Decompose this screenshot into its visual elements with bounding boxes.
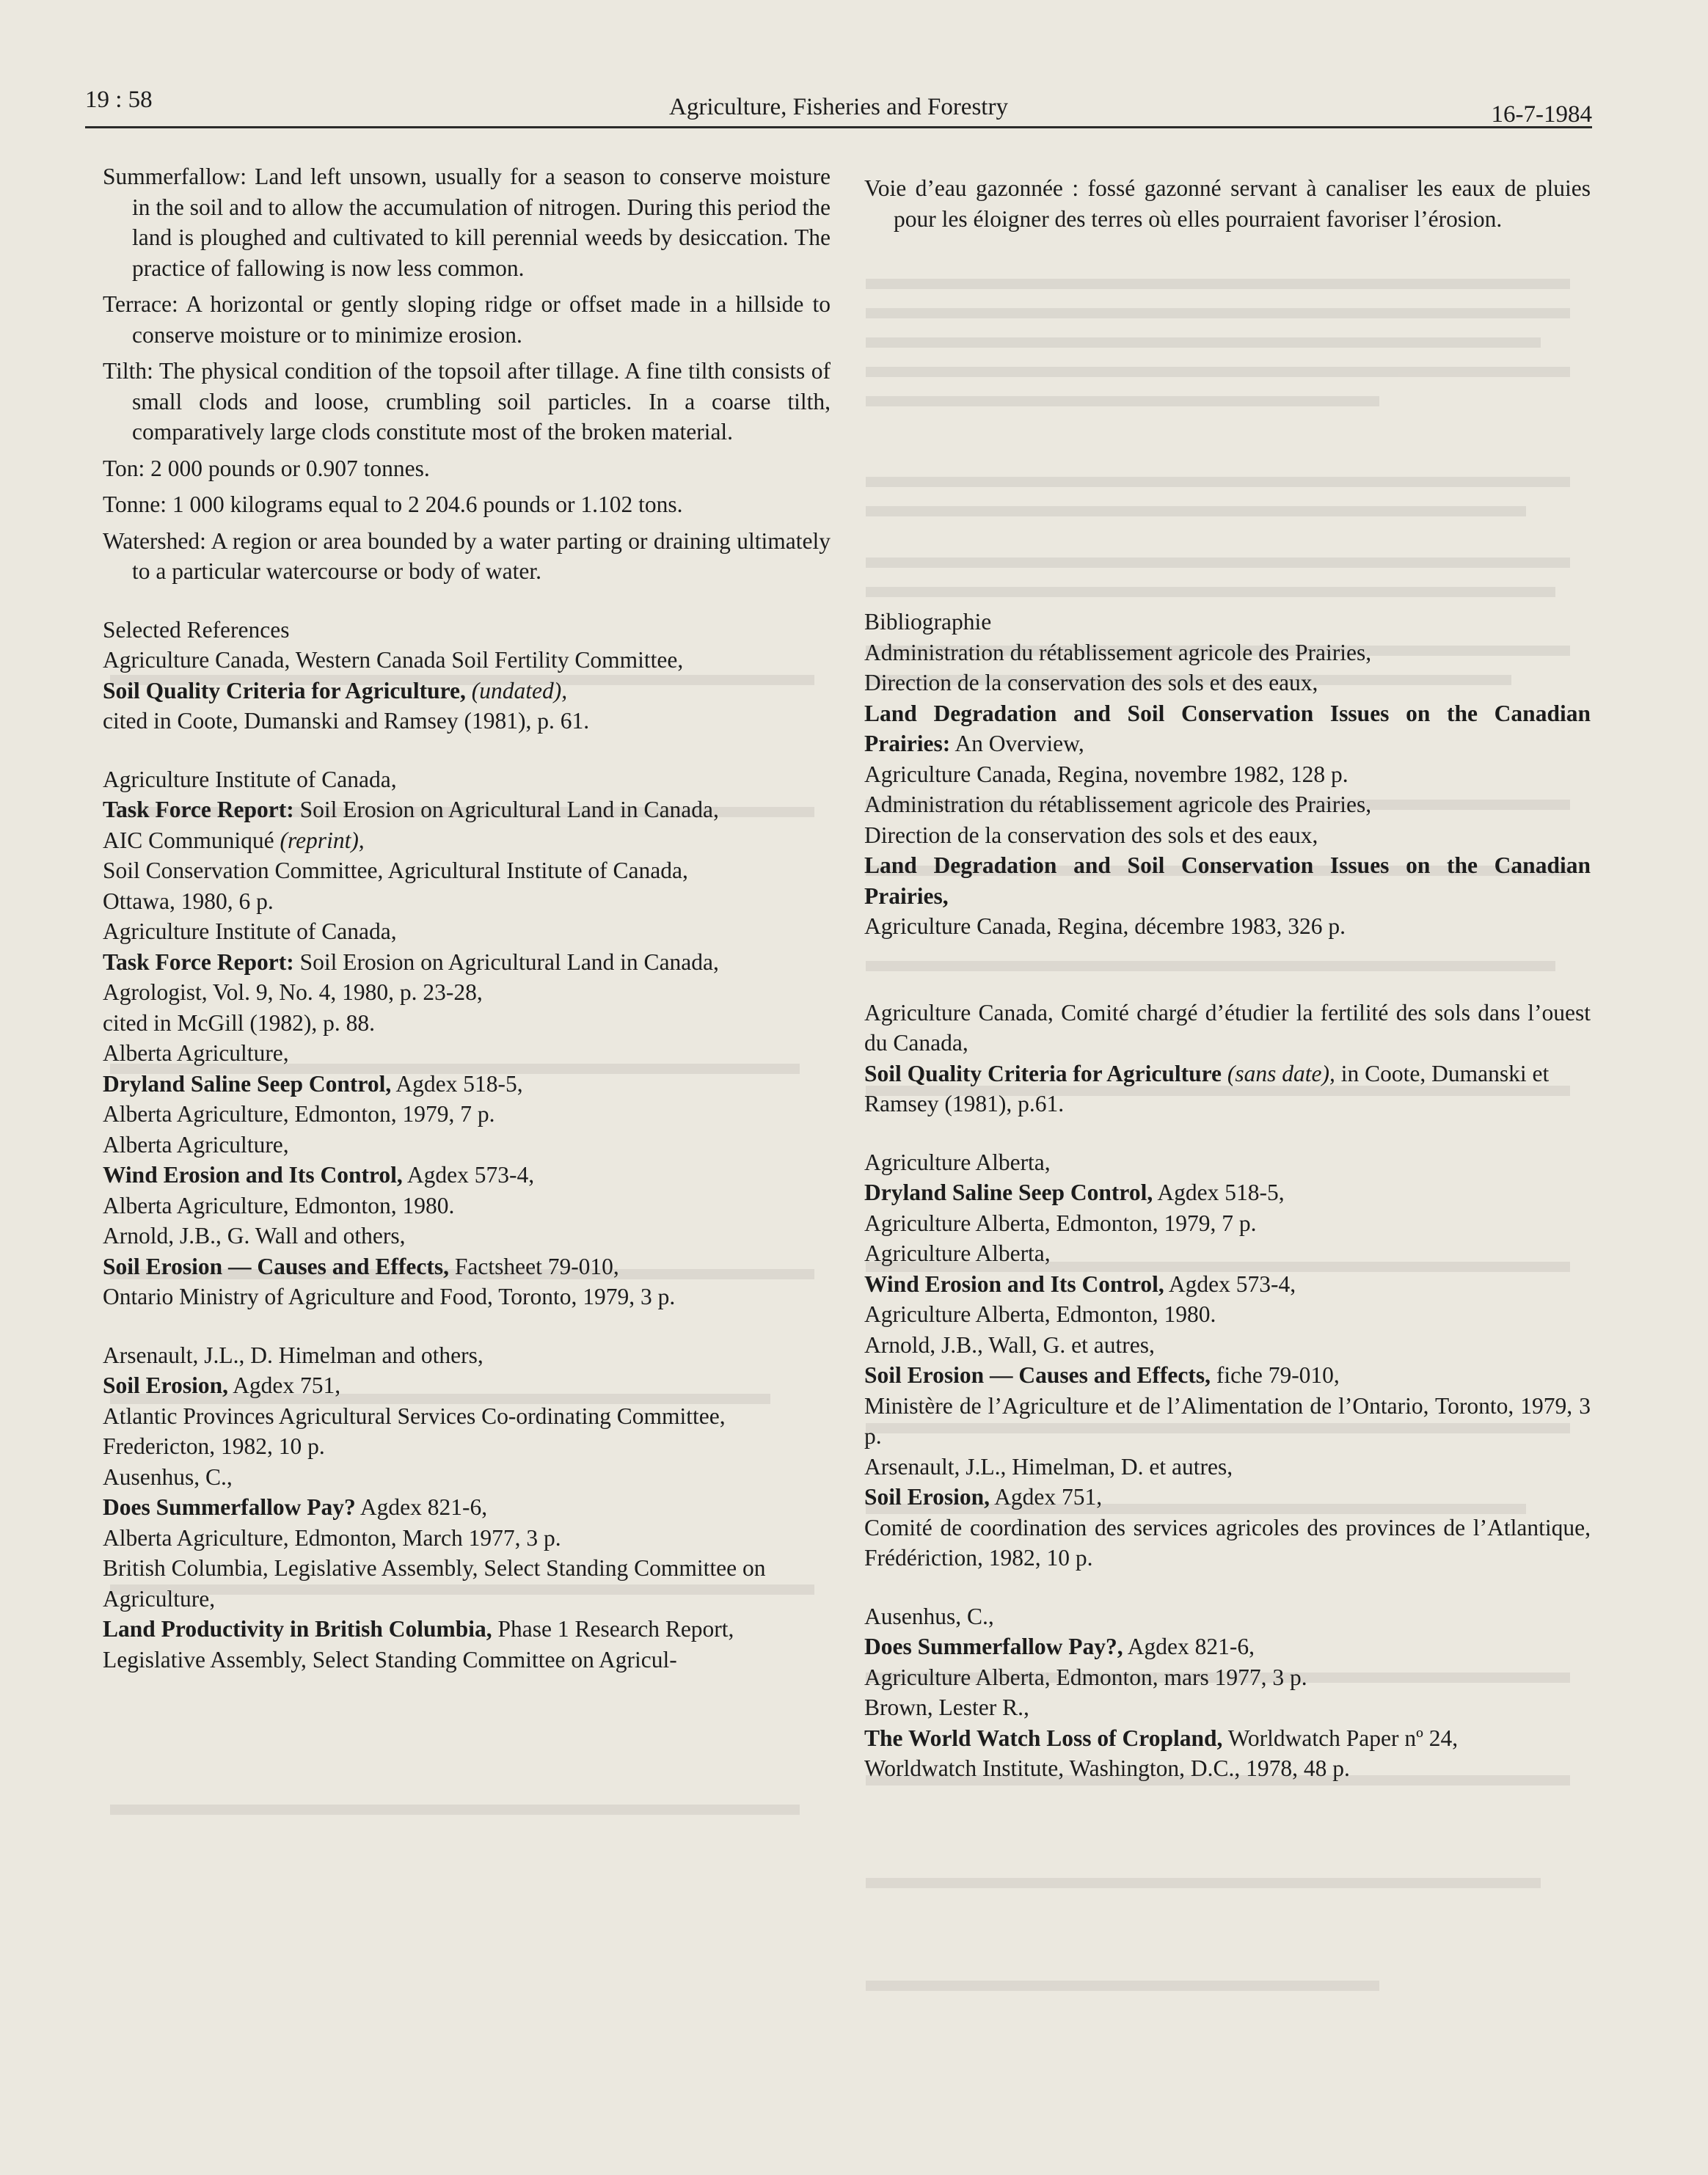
reference-source: Worldwatch Institute, Washington, D.C., 1978, 48 p.: [864, 1755, 1350, 1781]
reference-code: Agdex 751,: [233, 1372, 341, 1398]
reference-title-line: [864, 850, 1591, 911]
reference-source: Ontario Ministry of Agriculture and Food, Toronto, 1979, 3 p.: [103, 1284, 676, 1309]
reference-author: Agriculture Canada, Western Canada Soil Fertility Committee,: [103, 647, 684, 673]
reference-title: Wind Erosion and Its Control,: [103, 1162, 403, 1188]
reference-title: Wind Erosion and Its Control,: [864, 1271, 1164, 1297]
reference-entry: [864, 637, 1591, 790]
glossary-definition: A region or area bounded by a water parting or draining ultimately to a particular watercourse or body of water.: [132, 527, 831, 584]
reference-author: Agriculture Alberta,: [864, 1240, 1051, 1266]
glossary-term: Ton:: [103, 455, 145, 481]
reference-source: Comité de coordination des services agricoles des provinces de l’Atlantique, Frédériction, 1982, 10 p.: [864, 1514, 1591, 1571]
glossary-term: Summerfallow:: [103, 164, 247, 189]
reference-code: Factsheet 79-010,: [454, 1253, 619, 1279]
reference-source: Agrologist, Vol. 9, No. 4, 1980, p. 23-28,: [103, 979, 483, 1005]
glossary-definition: The physical condition of the topsoil after tillage. A fine tilth consists of small clods and loose, crumbling soil particles. In a coarse tilth, comparatively large clods constitute most of the broken material.: [132, 358, 831, 445]
reference-source: cited in Coote, Dumanski and Ramsey (1981), p. 61.: [103, 708, 590, 734]
reference-citation: cited in McGill (1982), p. 88.: [103, 1009, 375, 1036]
page-header: [85, 82, 1592, 128]
reference-code: Agdex 821-6,: [360, 1494, 488, 1520]
reference-title-line: [864, 1723, 1591, 1754]
reference-source: Agriculture Alberta, Edmonton, 1980.: [864, 1301, 1216, 1327]
reference-source: Fredericton, 1982, 10 p.: [103, 1433, 325, 1459]
running-title: Agriculture, Fisheries and Forestry: [669, 94, 1008, 120]
reference-entry: [864, 1452, 1591, 1573]
reference-entry: [103, 645, 831, 736]
glossary-definition: fossé gazonné servant à canaliser les eaux de pluies pour les éloigner des terres où elles pourraient favoriser l’érosion.: [894, 175, 1591, 232]
reference-source: Legislative Assembly, Select Standing Committee on Agricul-: [103, 1646, 677, 1673]
reference-author: Alberta Agriculture,: [103, 1131, 289, 1158]
reference-source: Ottawa, 1980, 6 p.: [103, 888, 274, 914]
glossary-term: Tilth:: [103, 358, 153, 384]
reference-title: Task Force Report:: [103, 797, 294, 822]
reference-entry: [103, 1221, 831, 1312]
reference-author: Administration du rétablissement agricole des Prairies,: [864, 639, 1372, 665]
reference-author: Administration du rétablissement agricole des Prairies,: [864, 792, 1372, 817]
reference-source: Agriculture Canada, Regina, décembre 1983, 326 p.: [864, 913, 1346, 939]
glossary-definition: 2 000 pounds or 0.907 tonnes.: [150, 455, 430, 481]
reference-entry: [864, 1330, 1591, 1452]
page-number: 19 : 58: [85, 87, 153, 113]
glossary-entry: [103, 161, 831, 283]
reference-author: Arsenault, J.L., Himelman, D. et autres,: [864, 1453, 1233, 1480]
reference-title-line: [103, 1251, 831, 1282]
reference-author: Alberta Agriculture,: [103, 1040, 289, 1066]
references-heading: Selected References: [103, 616, 290, 643]
reference-title: Soil Quality Criteria for Agriculture: [864, 1060, 1222, 1086]
reference-title-line: [103, 1069, 831, 1100]
reference-entry: [103, 916, 831, 1038]
reference-title: Land Productivity in British Columbia,: [103, 1616, 492, 1642]
reference-note: (undated),: [471, 677, 568, 703]
reference-title-line: [103, 1492, 831, 1523]
reference-author: Ausenhus, C.,: [864, 1603, 994, 1629]
reference-entry: [864, 789, 1591, 942]
reference-source: Agriculture Canada, Regina, novembre 1982, 128 p.: [864, 761, 1348, 787]
reference-title: Does Summerfallow Pay?: [103, 1494, 356, 1520]
reference-title: Dryland Saline Seep Control,: [864, 1180, 1153, 1205]
reference-subtitle: Soil Erosion on Agricultural Land in Canada,: [299, 797, 719, 822]
reference-series: AIC Communiqué: [103, 827, 274, 853]
glossary-entry: [103, 489, 831, 520]
reference-entry: [103, 1553, 831, 1675]
issue-date: 16-7-1984: [1491, 101, 1592, 128]
reference-entry: [864, 1692, 1591, 1784]
reference-title-line: [103, 794, 831, 825]
reference-title-line: [864, 1059, 1591, 1119]
glossary-entry: [103, 356, 831, 447]
reference-title-line: [864, 1269, 1591, 1300]
reference-source: Ministère de l’Agriculture et de l’Alimentation de l’Ontario, Toronto, 1979, 3 p.: [864, 1392, 1591, 1449]
reference-source: Alberta Agriculture, Edmonton, 1980.: [103, 1192, 455, 1218]
reference-entry: [103, 1340, 831, 1462]
reference-entry: [103, 1038, 831, 1130]
reference-author: Agriculture Canada, Comité chargé d’étudier la fertilité des sols dans l’ouest du Canada,: [864, 999, 1591, 1056]
reference-author: Arnold, J.B., Wall, G. et autres,: [864, 1331, 1155, 1358]
glossary-term: Terrace:: [103, 291, 178, 317]
reference-division: Direction de la conservation des sols et des eaux,: [864, 670, 1318, 695]
reference-author: Agriculture Alberta,: [864, 1149, 1051, 1175]
reference-citation: in Coote, Dumanski et Ramsey (1981), p.61.: [864, 1060, 1550, 1116]
reference-author: Arsenault, J.L., D. Himelman and others,: [103, 1342, 483, 1368]
reference-entry: [103, 1462, 831, 1554]
reference-entry: [103, 1130, 831, 1221]
reference-author: Agriculture Institute of Canada,: [103, 766, 397, 792]
reference-title-line: [103, 1370, 831, 1401]
reference-title: Task Force Report:: [103, 948, 294, 975]
glossary-list: [103, 161, 831, 587]
reference-title: Soil Quality Criteria for Agriculture,: [103, 677, 466, 703]
reference-subtitle: Phase 1 Research Report,: [497, 1616, 734, 1642]
reference-title-line: [103, 947, 831, 978]
reference-author: Brown, Lester R.,: [864, 1695, 1029, 1720]
reference-title: Dryland Saline Seep Control,: [103, 1070, 392, 1097]
reference-title-line: [864, 1177, 1591, 1208]
reference-source: Alberta Agriculture, Edmonton, 1979, 7 p.: [103, 1101, 495, 1127]
glossary-entry: [103, 453, 831, 484]
reference-author: Arnold, J.B., G. Wall and others,: [103, 1223, 406, 1249]
reference-title: Land Degradation and Soil Conservation Issues on the Canadian Prairies:: [864, 700, 1591, 756]
reference-note: (sans date),: [1227, 1060, 1335, 1086]
reference-code: Agdex 751,: [994, 1484, 1103, 1510]
french-column: [864, 173, 1591, 1784]
reference-entry: [103, 764, 831, 917]
reference-author: British Columbia, Legislative Assembly, Select Standing Committee on Agriculture,: [103, 1555, 766, 1612]
reference-code: Agdex 573-4,: [406, 1162, 535, 1188]
glossary-entry: [103, 289, 831, 350]
reference-title: Soil Erosion — Causes and Effects,: [864, 1362, 1211, 1388]
reference-title: Soil Erosion,: [864, 1484, 990, 1510]
reference-title: Soil Erosion,: [103, 1372, 228, 1398]
reference-source: Agriculture Alberta, Edmonton, 1979, 7 p.: [864, 1210, 1257, 1236]
reference-entry: [864, 1238, 1591, 1330]
reference-author: Ausenhus, C.,: [103, 1463, 233, 1490]
reference-title-line: [103, 1160, 831, 1191]
reference-entry: [864, 998, 1591, 1119]
reference-source: Agriculture Alberta, Edmonton, mars 1977, 3 p.: [864, 1664, 1307, 1690]
reference-note: (reprint),: [280, 827, 365, 853]
reference-code: Worldwatch Paper nº 24,: [1227, 1725, 1459, 1751]
reference-title-line: [864, 698, 1591, 759]
reference-publisher: Soil Conservation Committee, Agricultural Institute of Canada,: [103, 858, 688, 883]
reference-code: Agdex 821-6,: [1127, 1634, 1255, 1659]
glossary-definition: Land left unsown, usually for a season to conserve moisture in the soil and to allow the accumulation of nitrogen. During this period the land is ploughed and cultivated to kill perennial weeds by desiccation. The practice of fallowing is now less common.: [132, 164, 831, 281]
reference-title-line: [103, 1614, 831, 1645]
reference-code: Agdex 573-4,: [1168, 1271, 1296, 1297]
glossary-term: Watershed:: [103, 527, 206, 554]
glossary-term: Voie d’eau gazonnée :: [864, 175, 1079, 201]
reference-subtitle: An Overview,: [955, 731, 1084, 756]
reference-division: Direction de la conservation des sols et des eaux,: [864, 822, 1318, 848]
reference-code: fiche 79-010,: [1216, 1362, 1340, 1388]
english-column: [103, 161, 831, 1675]
reference-title-line: [864, 1482, 1591, 1513]
reference-entry: [864, 1601, 1591, 1693]
reference-code: Agdex 518-5,: [1157, 1180, 1285, 1205]
glossary-definition: A horizontal or gently sloping ridge or offset made in a hillside to conserve moisture or to minimize erosion.: [132, 291, 831, 348]
reference-title-line: [864, 1631, 1591, 1662]
reference-code: Agdex 518-5,: [395, 1070, 523, 1097]
glossary-term: Tonne:: [103, 491, 167, 517]
reference-title: Soil Erosion — Causes and Effects,: [103, 1253, 449, 1279]
reference-title: Does Summerfallow Pay?,: [864, 1634, 1123, 1659]
reference-title: The World Watch Loss of Cropland,: [864, 1725, 1223, 1751]
reference-series-line: [103, 825, 831, 856]
reference-title-line: [103, 676, 831, 706]
references-heading: Bibliographie: [864, 609, 992, 635]
reference-author: Agriculture Institute of Canada,: [103, 918, 397, 944]
reference-title-line: [864, 1360, 1591, 1391]
reference-source: Alberta Agriculture, Edmonton, March 1977, 3 p.: [103, 1524, 561, 1551]
reference-publisher: Atlantic Provinces Agricultural Services Co-ordinating Committee,: [103, 1403, 726, 1429]
glossary-entry: [103, 526, 831, 587]
reference-title: Land Degradation and Soil Conservation Issues on the Canadian Prairies,: [864, 852, 1591, 909]
reference-subtitle: Soil Erosion on Agricultural Land in Canada,: [299, 948, 719, 975]
glossary-entry: [864, 173, 1591, 234]
reference-entry: [864, 1147, 1591, 1239]
glossary-definition: 1 000 kilograms equal to 2 204.6 pounds or 1.102 tons.: [172, 491, 683, 517]
